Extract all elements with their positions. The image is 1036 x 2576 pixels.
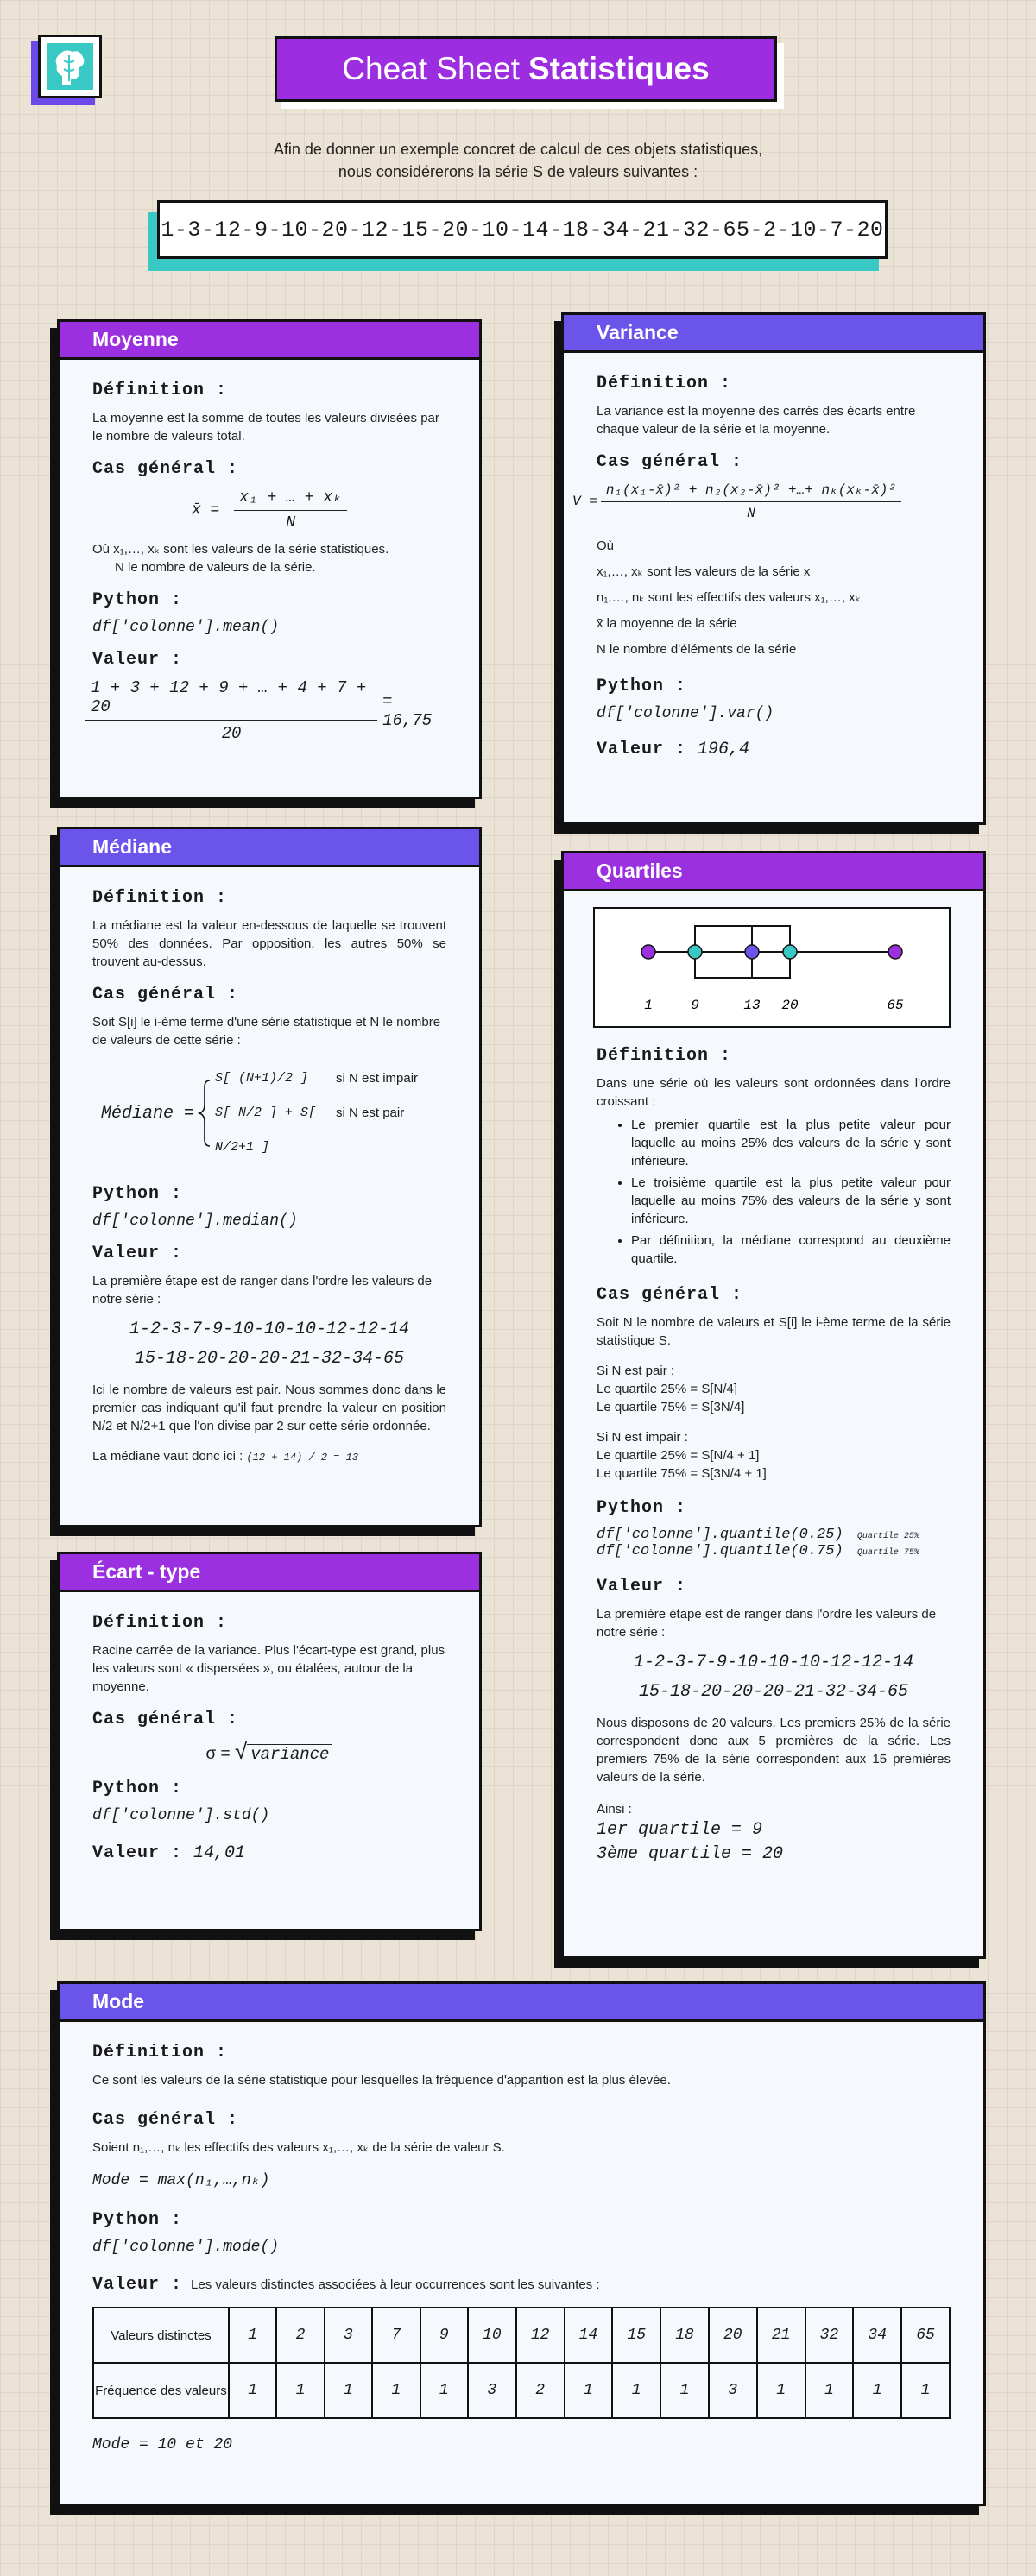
mean-note-2: N le nombre de valeurs de la série. [115,560,316,575]
mode-table-freq-cell: 1 [805,2363,854,2418]
mode-table-value-cell: 7 [372,2308,420,2363]
variance-formula-den: N [747,506,755,521]
mean-formula [92,488,446,532]
card-mode [57,1981,986,2506]
python-q3: df['colonne'].quantile(0.75) [597,1543,843,1559]
mean-value-num: 1 + 3 + 12 + 9 + … + 4 + 7 + 20 [85,678,377,721]
valeur-label: Valeur : [92,2275,183,2295]
variance-formula-lhs: V = [572,493,597,509]
python-label: Python : [92,590,183,610]
quartile-pair-q1: Le quartile 25% = S[N/4] [597,1382,738,1396]
quartile-impair [597,1428,951,1483]
valeur-label: Valeur : [92,650,183,670]
quartile-results [597,1818,951,1867]
mode-table-value-cell: 20 [709,2308,757,2363]
definition-text: La moyenne est la somme de toutes les valeurs divisées par le nombre de valeurs total. [92,411,439,444]
cas-general-label: Cas général : [92,459,239,479]
mode-table-value-cell: 21 [757,2308,805,2363]
quartile-q1-result: 1er quartile = 9 [597,1820,763,1840]
boxplot-label-q1: 9 [691,998,699,1013]
title-light: Cheat Sheet [342,51,520,86]
mode-table-freqs-row [93,2363,950,2418]
mean-formula-num: x₁ + … + xₖ [234,488,347,511]
python-code: df['colonne'].mean() [92,619,280,636]
variance-formula-num: n₁(x₁-x̄)² + n₂(x₂-x̄)² +…+ nₖ(xₖ-x̄)² [601,481,901,502]
card-moyenne [57,319,482,799]
mode-table-freq-cell: 2 [516,2363,565,2418]
mode-table-freq-cell: 3 [709,2363,757,2418]
python-code: df['colonne'].var() [597,705,774,722]
std-formula-rad: variance [247,1744,332,1764]
valeur-label: Valeur : [92,1843,183,1863]
definition-text: La variance est la moyenne des carrés des écarts entre chaque valeur de la série et la moyenne. [597,404,916,437]
series-box [157,200,888,259]
mode-table-freq-cell: 1 [325,2363,372,2418]
page-title [275,36,777,102]
boxplot-label-median: 13 [743,998,761,1013]
median-result [92,1447,446,1467]
mode-value-row [92,2275,951,2295]
boxplot [593,907,951,1028]
quartile-sequence [597,1648,951,1707]
boxplot-label-q3: 20 [781,998,799,1013]
mode-table-freq-cell: 1 [757,2363,805,2418]
mode-table-freqs-header: Fréquence des valeurs [93,2363,229,2418]
definition-label: Définition : [597,374,732,394]
quartile-value-text: La première étape est de ranger dans l'ordre les valeurs de notre série : [597,1607,937,1640]
python-code: df['colonne'].median() [92,1212,298,1230]
definition-label: Définition : [92,381,228,400]
median-result-text: La médiane vaut donc ici : [92,1449,243,1464]
mode-table-value-cell: 9 [420,2308,468,2363]
mode-table-freq-cell: 3 [468,2363,516,2418]
median-value-text: La première étape est de ranger dans l'ordre les valeurs de notre série : [92,1274,433,1307]
card-variance [561,312,986,825]
definition-label: Définition : [597,1046,732,1066]
intro-line-1: Afin de donner un exemple concret de calcul de ces objets statistiques, [273,141,763,158]
mode-table-value-cell: 18 [660,2308,709,2363]
card-ecart-type [57,1552,482,1931]
logo [38,35,102,98]
series-values: 1-3-12-9-10-20-12-15-20-10-14-18-34-21-32-65-2-10-7-20 [161,217,884,242]
definition-text: Racine carrée de la variance. Plus l'écart-type est grand, plus les valeurs sont « dispersées », ou étalées, autour de la moyenne. [92,1643,445,1694]
boxplot-label-max: 65 [887,998,904,1013]
mean-formula-lhs: x̄ = [191,501,220,520]
boxplot-q1-point [688,945,702,959]
median-case1-formula: S[ (N+1)/2 ] [215,1071,309,1086]
median-result-formula: (12 + 14) / 2 = 13 [246,1452,359,1464]
boxplot-min-point [641,945,655,959]
quartile-pair-q3: Le quartile 75% = S[3N/4] [597,1400,745,1414]
card-header: Médiane [60,829,479,867]
median-case1-cond: si N est impair [336,1071,419,1086]
card-mediane [57,827,482,1527]
card-quartiles [561,851,986,1959]
mode-result: Mode = 10 et 20 [92,2436,233,2453]
python-label: Python : [92,2210,183,2230]
definition-text: La médiane est la valeur en-dessous de laquelle se trouvent 50% des données. Par opposition, les autres 50% se trouvent au-dessus. [92,918,446,969]
quartile-bullet-1: • Le premier quartile est la plus petite valeur pour laquelle au moins 25% des valeurs de la série y sont inférieure. [631,1116,951,1170]
std-value [92,1843,446,1863]
quartile-pair [597,1362,951,1416]
std-formula-lhs: σ = [205,1745,231,1763]
card-header: Moyenne [60,322,479,360]
quartile-bullet-2: • Le troisième quartile est la plus petite valeur pour laquelle au moins 75% des valeurs de la série y sont inférieure. [631,1174,951,1228]
mode-value-text: Les valeurs distinctes associées à leur occurrences sont les suivantes : [191,2277,600,2292]
mode-table-freq-cell: 1 [229,2363,276,2418]
median-formula-lhs: Médiane = [101,1103,195,1124]
boxplot-q3-point [783,945,797,959]
mean-formula-den: N [286,514,295,532]
definition-text: Ce sont les valeurs de la série statistique pour lesquelles la fréquence d'apparition est la plus élevée. [92,2073,671,2088]
mode-table-freq-cell: 1 [276,2363,324,2418]
mode-table-freq-cell: 1 [565,2363,613,2418]
quartile-impair-title: Si N est impair : [597,1430,688,1445]
definition-text: Dans une série où les valeurs sont ordonnées dans l'ordre croissant : [597,1076,951,1109]
valeur-label: Valeur : [597,740,687,759]
median-seq-1: 1-2-3-7-9-10-10-10-12-12-14 [129,1319,410,1339]
definition-label: Définition : [92,1613,228,1633]
intro-text [0,138,1036,183]
python-q1: df['colonne'].quantile(0.25) [597,1527,843,1543]
intro-line-2: nous considérerons la série S de valeurs suivantes : [338,163,698,180]
mode-table-freq-cell: 1 [372,2363,420,2418]
mode-table-values-row [93,2308,950,2363]
quartile-seq-1: 1-2-3-7-9-10-10-10-12-12-14 [633,1653,914,1672]
median-explain: Ici le nombre de valeurs est pair. Nous sommes donc dans le premier cas indiquant qu'il faut prendre la valeur en position N/2 et N/2+1 que l'on divise par 2 sur cette série ordonnée. [92,1382,446,1433]
std-value-number: 14,01 [193,1843,246,1863]
variance-note-3: x̄ la moyenne de la série [597,616,737,631]
median-seq-2: 15-18-20-20-20-21-32-34-65 [134,1349,405,1369]
quartile-pair-title: Si N est pair : [597,1364,675,1378]
quartile-bullets [597,1116,951,1268]
boxplot-label-min: 1 [644,998,653,1013]
variance-note-1: x₁,…, xₖ sont les valeurs de la série x [597,564,811,579]
brace-icon [198,1079,212,1148]
card-header: Mode [60,1984,983,2022]
mean-value [85,678,446,743]
std-formula [92,1738,446,1765]
median-cas-text: Soit S[i] le i-ème terme d'une série statistique et N le nombre de valeurs de cette série : [92,1015,441,1048]
valeur-label: Valeur : [597,1577,687,1597]
mode-table-freq-cell: 1 [660,2363,709,2418]
mean-note-1: Où x₁,…, xₖ sont les valeurs de la série statistiques. [92,542,389,557]
mode-table [92,2307,951,2419]
median-case2-formula: S[ N/2 ] + S[ N/2+1 ] [215,1105,317,1155]
median-case2-cond: si N est pair [336,1105,405,1120]
python-label: Python : [92,1184,183,1204]
cas-general-label: Cas général : [597,1285,743,1305]
variance-value [597,740,951,759]
boxplot-max-point [888,945,902,959]
card-header: Écart - type [60,1554,479,1592]
quartile-explain: Nous disposons de 20 valeurs. Les premiers 25% de la série correspondent donc aux 5 premières de la série. Les premiers 75% de la série correspondent aux 15 premières valeurs de la série. [597,1716,951,1785]
python-q1-note: Quartile 25% [856,1532,919,1541]
quartile-impair-q1: Le quartile 25% = S[N/4 + 1] [597,1448,760,1463]
sqrt-icon: √ [234,1738,248,1764]
cas-general-label: Cas général : [92,2110,239,2130]
quartile-ainsi: Ainsi : [597,1802,632,1817]
python-label: Python : [92,1779,183,1798]
mode-table-value-cell: 3 [325,2308,372,2363]
variance-note-0: Où [597,539,615,553]
mode-table-freq-cell: 1 [853,2363,901,2418]
variance-notes [597,533,951,663]
quartile-cas-text: Soit N le nombre de valeurs et S[i] le i-ème terme de la série statistique S. [597,1315,951,1348]
title-bold: Statistiques [528,51,710,86]
python-code: df['colonne'].mode() [92,2239,280,2256]
mode-formula: Mode = max(n₁,…,nₖ) [92,2172,270,2189]
cas-general-label: Cas général : [597,452,743,472]
variance-formula [572,481,951,521]
mode-table-freq-cell: 1 [420,2363,468,2418]
mean-value-result: = 16,75 [382,691,433,730]
python-label: Python : [597,1498,687,1518]
python-code-q1 [597,1527,951,1543]
quartile-impair-q3: Le quartile 75% = S[3N/4 + 1] [597,1466,767,1481]
mode-table-value-cell: 10 [468,2308,516,2363]
cas-general-label: Cas général : [92,1710,239,1729]
quartile-bullet-3: • Par définition, la médiane correspond au deuxième quartile. [631,1231,951,1268]
card-header: Variance [564,315,983,353]
mode-table-value-cell: 32 [805,2308,854,2363]
mean-value-den: 20 [221,724,242,743]
mode-table-value-cell: 14 [565,2308,613,2363]
python-code-q3 [597,1543,951,1559]
variance-note-4: N le nombre d'éléments de la série [597,642,797,657]
boxplot-median-point [745,945,759,959]
python-q3-note: Quartile 75% [856,1548,919,1558]
python-label: Python : [597,677,687,696]
mode-table-values-header: Valeurs distinctes [93,2308,229,2363]
mode-table-value-cell: 65 [901,2308,950,2363]
mode-table-value-cell: 1 [229,2308,276,2363]
brain-logo-icon [45,41,95,91]
quartile-q3-result: 3ème quartile = 20 [597,1844,784,1864]
variance-note-2: n₁,…, nₖ sont les effectifs des valeurs x₁,…, xₖ [597,590,862,605]
variance-value-number: 196,4 [698,740,750,759]
python-code: df['colonne'].std() [92,1807,270,1824]
mode-table-value-cell: 12 [516,2308,565,2363]
median-sequence [92,1315,446,1374]
quartile-seq-2: 15-18-20-20-20-21-32-34-65 [638,1682,909,1702]
definition-label: Définition : [92,2043,228,2063]
mode-table-value-cell: 34 [853,2308,901,2363]
mode-table-value-cell: 15 [612,2308,660,2363]
mode-cas-text: Soient n₁,…, nₖ les effectifs des valeurs x₁,…, xₖ de la série de valeur S. [92,2140,505,2155]
card-header: Quartiles [564,853,983,891]
mode-table-value-cell: 2 [276,2308,324,2363]
mode-table-freq-cell: 1 [612,2363,660,2418]
definition-label: Définition : [92,888,228,908]
valeur-label: Valeur : [92,1244,183,1263]
mode-table-freq-cell: 1 [901,2363,950,2418]
median-formula [101,1061,446,1165]
cas-general-label: Cas général : [92,985,239,1005]
